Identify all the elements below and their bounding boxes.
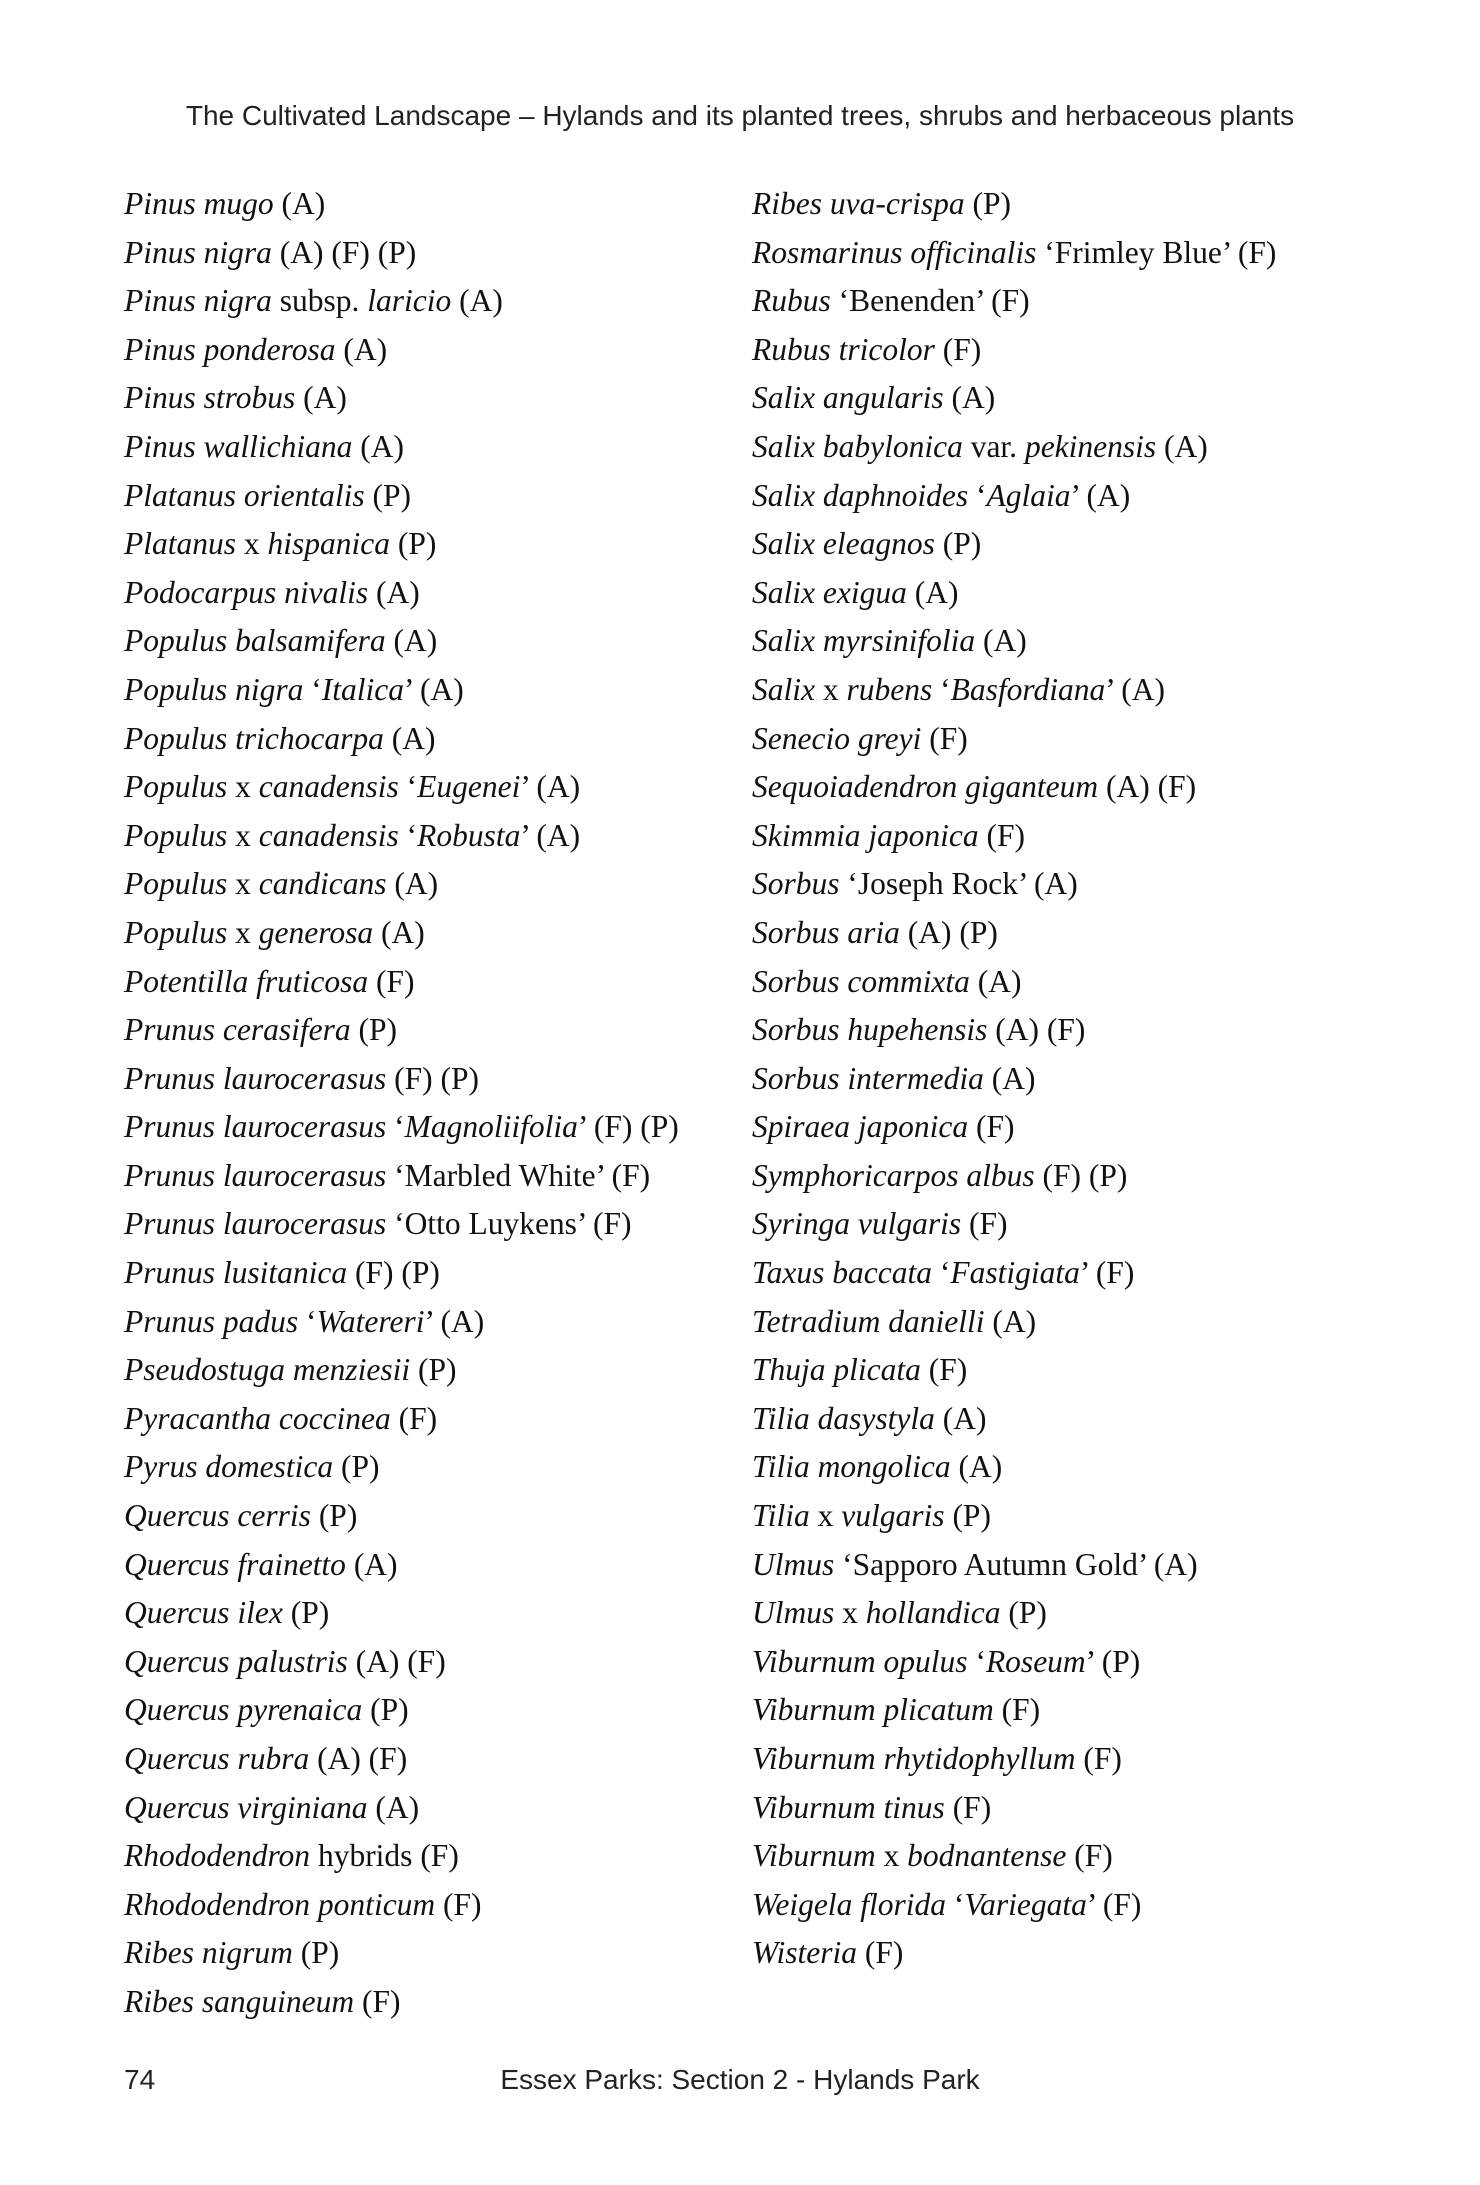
taxon-name: Pyracantha coccinea bbox=[124, 1400, 391, 1436]
taxon-name: Quercus palustris bbox=[124, 1643, 348, 1679]
entry-text: x bbox=[236, 526, 268, 562]
entry-text: (A) (F) bbox=[987, 1012, 1086, 1048]
species-entry bbox=[752, 1443, 1276, 1492]
species-entry bbox=[752, 909, 1276, 958]
species-entry bbox=[124, 180, 679, 229]
species-entry bbox=[752, 472, 1276, 521]
taxon-name: Platanus bbox=[124, 526, 237, 562]
entry-text: ’ (A) bbox=[520, 769, 581, 805]
species-entry bbox=[752, 1298, 1276, 1347]
entry-text: (F) bbox=[934, 331, 982, 367]
entry-text: (F) bbox=[368, 963, 415, 999]
species-entry bbox=[124, 1784, 679, 1833]
taxon-name: Prunus cerasifera bbox=[124, 1012, 351, 1048]
taxon-name: Tetradium danielli bbox=[752, 1303, 985, 1339]
entry-text: (A) bbox=[943, 380, 996, 416]
entry-text: ‘Sapporo Autumn Gold’ (A) bbox=[834, 1546, 1198, 1582]
entry-text: ’ (A) bbox=[1070, 477, 1131, 513]
entry-text: (A) bbox=[969, 963, 1022, 999]
species-entry bbox=[124, 715, 679, 764]
species-entry bbox=[752, 374, 1276, 423]
taxon-name: Populus bbox=[124, 817, 228, 853]
taxon-name: Prunus lusitanica bbox=[124, 1255, 348, 1291]
taxon-name: rubens bbox=[846, 671, 933, 707]
species-entry bbox=[752, 1638, 1276, 1687]
species-entry bbox=[124, 617, 679, 666]
entry-text: (F) bbox=[920, 1352, 968, 1388]
taxon-name: Quercus rubra bbox=[124, 1741, 310, 1776]
species-entry bbox=[752, 1881, 1276, 1930]
entry-text: (F) bbox=[1066, 1838, 1113, 1874]
species-list-right-column bbox=[752, 180, 1276, 1978]
entry-text: (A) bbox=[906, 574, 959, 610]
species-entry bbox=[752, 860, 1276, 909]
taxon-name: Quercus cerris bbox=[124, 1498, 311, 1534]
entry-text: ’ (P) bbox=[1085, 1643, 1141, 1679]
entry-text: ’ (A) bbox=[1105, 671, 1165, 707]
entry-text: (F) (P) bbox=[1034, 1157, 1128, 1193]
entry-text: (A) bbox=[373, 914, 425, 950]
taxon-name: Thuja plicata bbox=[752, 1352, 921, 1388]
entry-text: ’ (A) bbox=[520, 817, 581, 853]
taxon-name: canadensis bbox=[258, 817, 399, 853]
taxon-name: Potentilla fruticosa bbox=[124, 963, 369, 999]
taxon-name: Viburnum plicatum bbox=[752, 1692, 994, 1728]
species-entry bbox=[752, 1589, 1276, 1638]
entry-text: x bbox=[227, 914, 259, 950]
entry-text: (A) bbox=[1156, 428, 1208, 464]
entry-text: ‘Frimley Blue’ (F) bbox=[1036, 234, 1277, 270]
taxon-name: Rhododendron ponticum bbox=[124, 1886, 436, 1922]
species-entry bbox=[124, 1298, 679, 1347]
taxon-name: Ribes sanguineum bbox=[124, 1983, 355, 2019]
taxon-name: Podocarpus nivalis bbox=[124, 574, 369, 610]
entry-text: (A) bbox=[984, 1303, 1037, 1339]
entry-text: (A) bbox=[295, 380, 347, 416]
taxon-name: Salix babylonica bbox=[752, 428, 963, 464]
taxon-name: Prunus padus bbox=[124, 1303, 299, 1339]
entry-text: ‘Joseph Rock’ (A) bbox=[839, 866, 1078, 902]
entry-text: ‘ bbox=[398, 817, 418, 853]
entry-text: ’ (F) bbox=[1086, 1886, 1142, 1922]
taxon-name: Prunus laurocerasus bbox=[124, 1060, 387, 1096]
species-entry bbox=[124, 860, 679, 909]
species-entry bbox=[752, 1492, 1276, 1541]
entry-text: (A) bbox=[975, 623, 1027, 659]
taxon-name: Sorbus hupehensis bbox=[752, 1012, 988, 1048]
entry-text: (A) bbox=[386, 866, 439, 902]
entry-text: (P) bbox=[350, 1012, 397, 1048]
species-entry bbox=[752, 1200, 1276, 1249]
taxon-name: Syringa vulgaris bbox=[752, 1206, 962, 1242]
species-entry bbox=[752, 1395, 1276, 1444]
species-entry bbox=[752, 1152, 1276, 1201]
taxon-name: Populus bbox=[124, 769, 228, 805]
entry-text: (P) bbox=[964, 186, 1011, 221]
species-entry bbox=[124, 1589, 679, 1638]
taxon-name: Sorbus bbox=[752, 866, 840, 902]
entry-text: (F) bbox=[961, 1206, 1008, 1242]
entry-text: (P) bbox=[364, 477, 412, 513]
species-entry bbox=[124, 1249, 679, 1298]
taxon-name: Quercus frainetto bbox=[124, 1546, 346, 1582]
entry-text: ‘ bbox=[931, 1255, 951, 1291]
entry-text: (F) bbox=[354, 1983, 401, 2019]
taxon-name: Pinus wallichiana bbox=[124, 428, 353, 464]
species-entry bbox=[124, 1006, 679, 1055]
entry-text: (P) bbox=[362, 1692, 409, 1728]
species-entry bbox=[752, 1055, 1276, 1104]
species-entry bbox=[124, 1055, 679, 1104]
entry-text: (F) bbox=[944, 1789, 992, 1825]
taxon-name: Wisteria bbox=[752, 1935, 858, 1971]
taxon-name: Robusta bbox=[417, 817, 521, 853]
entry-text: subsp. bbox=[271, 283, 368, 319]
species-entry bbox=[752, 1006, 1276, 1055]
species-entry bbox=[124, 229, 679, 278]
entry-text: (A) (P) bbox=[899, 914, 998, 950]
taxon-name: Aglaia bbox=[986, 477, 1071, 513]
entry-text: var. bbox=[962, 428, 1025, 464]
entry-text: (P) bbox=[292, 1935, 340, 1971]
species-entry bbox=[752, 1832, 1276, 1881]
species-entry bbox=[124, 1735, 679, 1784]
taxon-name: Salix myrsinifolia bbox=[752, 623, 976, 659]
species-entry bbox=[752, 277, 1276, 326]
species-entry bbox=[752, 1249, 1276, 1298]
entry-text: (A) (F) bbox=[1098, 769, 1197, 805]
taxon-name: Salix exigua bbox=[752, 574, 907, 610]
entry-text: x bbox=[815, 671, 847, 707]
taxon-name: Populus bbox=[124, 914, 228, 950]
taxon-name: generosa bbox=[258, 914, 374, 950]
entry-text: ‘ bbox=[967, 1643, 986, 1679]
entry-text: (F) bbox=[968, 1109, 1015, 1145]
taxon-name: hispanica bbox=[267, 526, 391, 562]
species-entry bbox=[752, 1103, 1276, 1152]
species-entry bbox=[752, 958, 1276, 1007]
entry-text: (P) bbox=[282, 1595, 330, 1631]
entry-text: (A) bbox=[368, 574, 420, 610]
taxon-name: Sequoiadendron giganteum bbox=[752, 769, 1099, 805]
taxon-name: Tilia mongolica bbox=[752, 1449, 951, 1485]
entry-text: (A) bbox=[345, 1546, 398, 1582]
entry-text: x bbox=[809, 1498, 842, 1534]
species-entry bbox=[752, 180, 1276, 229]
taxon-name: Pinus ponderosa bbox=[124, 331, 336, 367]
species-entry bbox=[124, 1152, 679, 1201]
taxon-name: Ribes nigrum bbox=[124, 1935, 293, 1971]
taxon-name: Rubus bbox=[752, 283, 831, 319]
taxon-name: vulgaris bbox=[841, 1498, 945, 1534]
species-entry bbox=[124, 1395, 679, 1444]
entry-text: (F) bbox=[1075, 1741, 1122, 1776]
entry-text: ’ (A) bbox=[404, 671, 464, 707]
taxon-name: Salix angularis bbox=[752, 380, 944, 416]
taxon-name: Viburnum tinus bbox=[752, 1789, 945, 1825]
entry-text: (A) bbox=[367, 1789, 420, 1825]
entry-text: ‘Otto Luykens’ (F) bbox=[386, 1206, 632, 1242]
taxon-name: Watereri bbox=[316, 1303, 425, 1339]
species-entry bbox=[124, 1103, 679, 1152]
species-entry bbox=[752, 617, 1276, 666]
entry-text: ‘ bbox=[386, 1109, 405, 1145]
species-entry bbox=[752, 1735, 1276, 1784]
taxon-name: Senecio greyi bbox=[752, 720, 922, 756]
species-entry bbox=[752, 1784, 1276, 1833]
entry-text: (P) bbox=[934, 526, 982, 562]
species-entry bbox=[752, 229, 1276, 278]
entry-text: ’ (F) (P) bbox=[577, 1109, 679, 1145]
taxon-name: laricio bbox=[367, 283, 452, 319]
species-entry bbox=[124, 1881, 679, 1930]
entry-text: (F) bbox=[993, 1692, 1041, 1728]
taxon-name: Italica bbox=[321, 671, 404, 707]
species-entry bbox=[124, 1686, 679, 1735]
species-entry bbox=[124, 423, 679, 472]
species-entry bbox=[124, 1832, 679, 1881]
entry-text: (F) bbox=[921, 720, 968, 756]
entry-text: (A) bbox=[934, 1400, 987, 1436]
species-entry bbox=[752, 520, 1276, 569]
entry-text: (A) bbox=[451, 283, 503, 319]
species-entry bbox=[124, 1443, 679, 1492]
taxon-name: Variegata bbox=[964, 1886, 1087, 1922]
entry-text: (A) bbox=[352, 428, 404, 464]
entry-text: ‘Benenden’ (F) bbox=[830, 283, 1030, 319]
taxon-name: Roseum bbox=[985, 1643, 1086, 1679]
taxon-name: Magnoliifolia bbox=[404, 1109, 578, 1145]
entry-text: ’ (F) bbox=[1079, 1255, 1135, 1291]
species-list-left-column bbox=[124, 180, 679, 2027]
species-entry bbox=[124, 958, 679, 1007]
entry-text: hybrids (F) bbox=[310, 1838, 459, 1874]
species-entry bbox=[752, 1929, 1276, 1978]
species-entry bbox=[124, 909, 679, 958]
taxon-name: Platanus orientalis bbox=[124, 477, 365, 513]
taxon-name: Pinus mugo bbox=[124, 186, 274, 221]
species-entry bbox=[124, 1492, 679, 1541]
entry-text: x bbox=[227, 866, 259, 902]
entry-text: (P) bbox=[333, 1449, 380, 1485]
taxon-name: Skimmia japonica bbox=[752, 817, 979, 853]
taxon-name: Quercus pyrenaica bbox=[124, 1692, 363, 1728]
species-entry bbox=[752, 666, 1276, 715]
entry-text: ‘ bbox=[932, 671, 951, 707]
taxon-name: Spiraea japonica bbox=[752, 1109, 969, 1145]
taxon-name: Populus balsamifera bbox=[124, 623, 386, 659]
species-entry bbox=[124, 812, 679, 861]
taxon-name: Ribes uva-crispa bbox=[752, 186, 965, 221]
species-entry bbox=[124, 1200, 679, 1249]
taxon-name: Tilia bbox=[752, 1498, 810, 1534]
species-entry bbox=[124, 1638, 679, 1687]
taxon-name: Populus nigra bbox=[124, 671, 304, 707]
taxon-name: Eugenei bbox=[417, 769, 521, 805]
species-entry bbox=[752, 1541, 1276, 1590]
taxon-name: hollandica bbox=[865, 1595, 1001, 1631]
taxon-name: Prunus laurocerasus bbox=[124, 1206, 387, 1242]
taxon-name: Salix eleagnos bbox=[752, 526, 935, 562]
taxon-name: Ulmus bbox=[752, 1546, 835, 1582]
species-entry bbox=[124, 472, 679, 521]
entry-text: (F) bbox=[390, 1400, 438, 1436]
taxon-name: Basfordiana bbox=[950, 671, 1106, 707]
taxon-name: Populus trichocarpa bbox=[124, 720, 384, 756]
taxon-name: Rosmarinus officinalis bbox=[752, 234, 1037, 270]
entry-text: x bbox=[227, 817, 259, 853]
taxon-name: Fastigiata bbox=[950, 1255, 1080, 1291]
species-entry bbox=[752, 569, 1276, 618]
entry-text: ’ (A) bbox=[424, 1303, 485, 1339]
entry-text: ‘ bbox=[945, 1886, 965, 1922]
species-entry bbox=[124, 326, 679, 375]
entry-text: (A) bbox=[273, 186, 326, 221]
entry-text: x bbox=[875, 1838, 908, 1874]
species-entry bbox=[124, 1541, 679, 1590]
species-entry bbox=[124, 569, 679, 618]
entry-text: x bbox=[227, 769, 259, 805]
page-number: 74 bbox=[124, 2064, 156, 2095]
entry-text: (A) bbox=[983, 1060, 1036, 1096]
entry-text: (A) (F) bbox=[309, 1741, 408, 1776]
entry-text: (F) bbox=[857, 1935, 904, 1971]
taxon-name: Quercus ilex bbox=[124, 1595, 283, 1631]
taxon-name: Viburnum rhytidophyllum bbox=[752, 1741, 1076, 1776]
entry-text: (A) bbox=[335, 331, 388, 367]
entry-text: (P) bbox=[944, 1498, 991, 1534]
taxon-name: Prunus laurocerasus bbox=[124, 1109, 387, 1145]
taxon-name: pekinensis bbox=[1024, 428, 1157, 464]
taxon-name: canadensis bbox=[258, 769, 399, 805]
taxon-name: Viburnum opulus bbox=[752, 1643, 968, 1679]
entry-text: (A) (F) bbox=[347, 1643, 446, 1679]
taxon-name: Populus bbox=[124, 866, 228, 902]
species-entry bbox=[752, 1686, 1276, 1735]
species-entry bbox=[124, 763, 679, 812]
species-entry bbox=[752, 812, 1276, 861]
taxon-name: Sorbus commixta bbox=[752, 963, 970, 999]
species-entry bbox=[752, 326, 1276, 375]
species-entry bbox=[124, 1929, 679, 1978]
taxon-name: Symphoricarpos albus bbox=[752, 1157, 1035, 1193]
taxon-name: Tilia dasystyla bbox=[752, 1400, 935, 1436]
entry-text: ‘ bbox=[398, 769, 418, 805]
entry-text: (A) bbox=[950, 1449, 1003, 1485]
entry-text: (P) bbox=[390, 526, 437, 562]
entry-text: (P) bbox=[310, 1498, 358, 1534]
taxon-name: Sorbus aria bbox=[752, 914, 900, 950]
entry-text: (P) bbox=[410, 1352, 457, 1388]
taxon-name: Taxus baccata bbox=[752, 1255, 932, 1291]
taxon-name: Rubus tricolor bbox=[752, 331, 935, 367]
entry-text: x bbox=[834, 1595, 866, 1631]
taxon-name: Pinus nigra bbox=[124, 283, 272, 319]
species-entry bbox=[752, 763, 1276, 812]
species-entry bbox=[752, 715, 1276, 764]
taxon-name: Viburnum bbox=[752, 1838, 876, 1874]
entry-text: ‘ bbox=[298, 1303, 317, 1339]
species-entry bbox=[124, 1346, 679, 1395]
taxon-name: Salix daphnoides bbox=[752, 477, 969, 513]
taxon-name: Rhododendron bbox=[124, 1838, 311, 1874]
entry-text: (F) (P) bbox=[347, 1255, 440, 1291]
species-entry bbox=[752, 423, 1276, 472]
taxon-name: Quercus virginiana bbox=[124, 1789, 368, 1825]
running-header: The Cultivated Landscape – Hylands and its planted trees, shrubs and herbaceous plants bbox=[185, 100, 1295, 131]
species-entry bbox=[124, 520, 679, 569]
species-entry bbox=[124, 1978, 679, 2027]
entry-text: (F) (P) bbox=[386, 1060, 479, 1096]
entry-text: ‘ bbox=[968, 477, 987, 513]
taxon-name: Ulmus bbox=[752, 1595, 835, 1631]
footer-title: Essex Parks: Section 2 - Hylands Park bbox=[500, 2064, 980, 2095]
entry-text: (A) bbox=[383, 720, 436, 756]
taxon-name: Sorbus intermedia bbox=[752, 1060, 984, 1096]
taxon-name: Pinus strobus bbox=[124, 380, 296, 416]
taxon-name: bodnantense bbox=[907, 1838, 1067, 1874]
species-entry bbox=[124, 374, 679, 423]
species-entry bbox=[124, 666, 679, 715]
entry-text: ‘ bbox=[303, 671, 322, 707]
species-entry bbox=[752, 1346, 1276, 1395]
species-entry bbox=[124, 277, 679, 326]
entry-text: ‘Marbled White’ (F) bbox=[386, 1157, 651, 1193]
entry-text: (P) bbox=[1000, 1595, 1047, 1631]
taxon-name: Pyrus domestica bbox=[124, 1449, 334, 1485]
taxon-name: candicans bbox=[258, 866, 387, 902]
taxon-name: Salix bbox=[752, 671, 815, 707]
entry-text: (F) bbox=[435, 1886, 482, 1922]
taxon-name: Prunus laurocerasus bbox=[124, 1157, 387, 1193]
entry-text: (A) bbox=[385, 623, 438, 659]
taxon-name: Pseudostuga menziesii bbox=[124, 1352, 411, 1388]
entry-text: (A) (F) (P) bbox=[271, 234, 417, 270]
taxon-name: Pinus nigra bbox=[124, 234, 272, 270]
taxon-name: Weigela florida bbox=[752, 1886, 946, 1922]
entry-text: (F) bbox=[978, 817, 1025, 853]
